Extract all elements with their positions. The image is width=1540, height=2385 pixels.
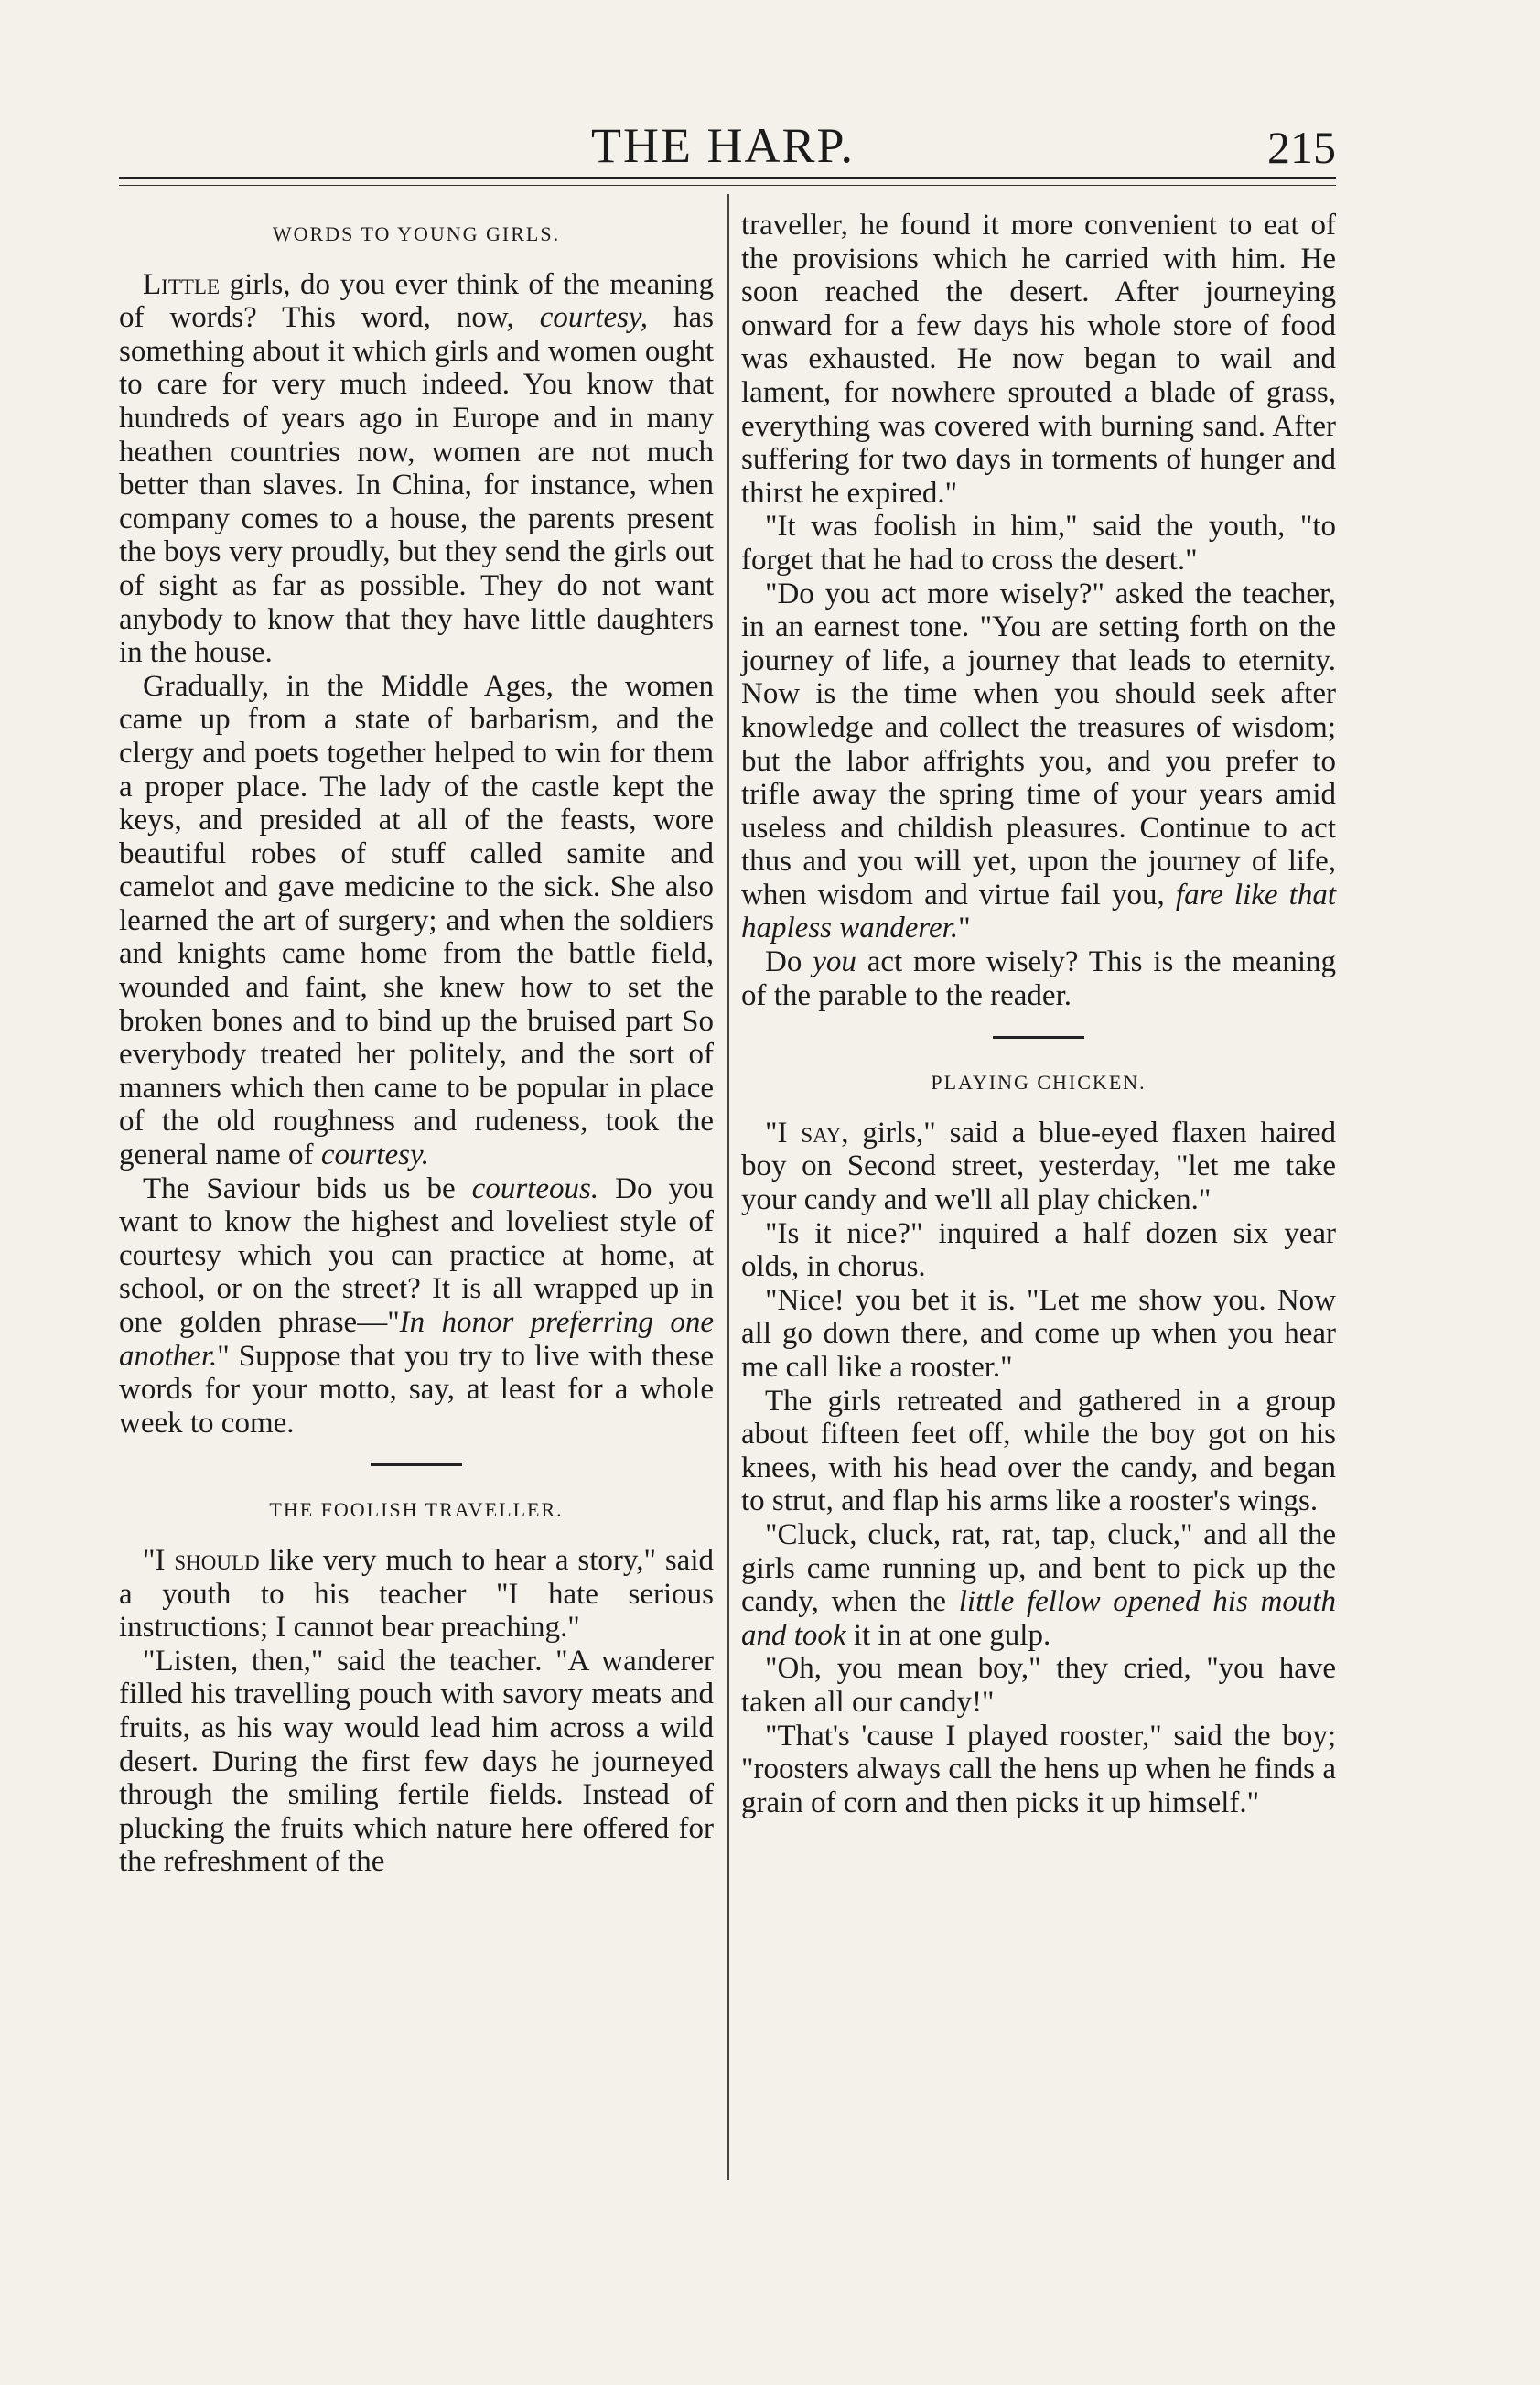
article-title-foolish-traveller: THE FOOLISH TRAVELLER. [269, 1498, 564, 1522]
article-paragraph: "Listen, then," said the teacher. "A wanderer filled his travelling pouch with savory meats and fruits, as his way would lead him across a wild desert. During the first few days he journeyed through the smiling fertile fields. Instead of plucking the fruits which nature here offered for the refreshment of the [119, 1644, 714, 1879]
paragraph-text: Gradually, in the Middle Ages, the women came up from a state of barbarism, and the clergy and poets together helped to win for them a proper place. The lady of the castle kept the keys, and presided at all of the feasts, wore beautiful robes of stuff called samite and camelot and gave medicine to the sick. She also learned the art of surgery; and when the soldiers and knights came home from the battle field, wounded and faint, she knew how to set the broken bones and to bind up the bruised part So everybody treated her politely, and the sort of manners which then came to be popular in place of the old roughness and rudeness, took the general name of [119, 669, 714, 1172]
paragraph-text: "Cluck, cluck, rat, rat, tap, cluck," and all the girls came running up, and bent to pick up the candy, when the [741, 1517, 1336, 1619]
article-paragraph [119, 1544, 714, 1645]
paragraph-text: act more wisely? This is the meaning of the parable to the reader. [741, 945, 1336, 1012]
article-paragraph: The girls retreated and gathered in a group about fifteen feet off, while the boy got on his knees, with his head over the candy, and began to strut, and flap his arms like a rooster's wings. [741, 1384, 1336, 1518]
article-paragraph [119, 268, 714, 670]
paragraph-text: "Do you act more wisely?" asked the teacher, in an earnest tone. "You are setting forth on the journey of life, a journey that leads to eternity. Now is the time when you should seek after knowledge and collect the treasures of wisdom; but the labor affrights you, and you prefer to trifle away the spring time of your years amid useless and childish pleasures. Continue to act thus and you will yet, upon the journey of life, when wisdom and virtue fail you, [741, 577, 1336, 912]
article-paragraph [119, 670, 714, 1172]
article-paragraph [741, 945, 1336, 1012]
paragraph-text: " [958, 912, 971, 945]
article-paragraph [119, 1172, 714, 1441]
section-divider [371, 1463, 462, 1466]
right-column [741, 209, 1336, 1819]
header-rule-thin [119, 185, 1336, 186]
paragraph-text: The Saviour bids us be [143, 1171, 472, 1205]
italic-text: little fellow opened his mouth and took [741, 1585, 1336, 1652]
paragraph-text: , girls," said a blue-eyed flaxen haired boy on Second street, yesterday, "let me take your candy and we'll all play chicken." [741, 1116, 1336, 1217]
paragraph-text: Do [765, 945, 813, 979]
article-paragraph: traveller, he found it more convenient to eat of the provisions which he carried with him. He soon reached the desert. After journeying onward for a few days his whole store of food was exhausted. He now began to wail and lament, for nowhere sprouted a blade of grass, everything was covered with burning sand. After suffering for two days in torments of hunger and thirst he expired." [741, 209, 1336, 510]
header-rule-thick [119, 177, 1336, 179]
drop-lead-word: Little [143, 267, 221, 301]
article-paragraph: "Oh, you mean boy," they cried, "you have taken all our candy!" [741, 1652, 1336, 1719]
article-paragraph [741, 1117, 1336, 1217]
drop-lead-word: say [801, 1116, 842, 1149]
italic-text: fare like that hapless wanderer. [741, 878, 1336, 945]
italic-text: In honor preferring one another. [119, 1306, 714, 1373]
article-title-words-to-young-girls: WORDS TO YOUNG GIRLS. [272, 222, 561, 245]
paragraph-text: girls, do you ever think of the meaning of words? This word, now, [119, 267, 714, 335]
page-number: 215 [1267, 122, 1336, 173]
paragraph-text: it in at one gulp. [845, 1618, 1051, 1652]
article-title-playing-chicken: PLAYING CHICKEN. [931, 1071, 1147, 1095]
article-paragraph [741, 1518, 1336, 1652]
article-paragraph: "Nice! you bet it is. "Let me show you. Now all go down there, and come up when you hear me call like a rooster." [741, 1283, 1336, 1384]
article-paragraph: "Is it nice?" inquired a half dozen six year olds, in chorus. [741, 1216, 1336, 1284]
paragraph-text: "I [143, 1543, 175, 1577]
publication-title: THE HARP. [590, 118, 856, 173]
article-paragraph [741, 577, 1336, 946]
italic-text: courteous. [471, 1171, 599, 1205]
column-divider [727, 194, 729, 2180]
paragraph-text: "I [765, 1116, 802, 1149]
section-divider [993, 1036, 1084, 1039]
italic-text: courtesy. [320, 1139, 430, 1172]
article-paragraph: "It was foolish in him," said the youth, "to forget that he had to cross the desert." [741, 510, 1336, 577]
paragraph-text: has something about it which girls and women ought to care for very much indeed. You know that hundreds of years ago in Europe and in many heathen countries now, women are not much better than slaves. In China, for instance, when company comes to a house, the parents present the boys very proudly, but they send the girls out of sight as far as possible. They do not want anybody to know that they have little daughters in the house. [119, 301, 714, 670]
article-paragraph: "That's 'cause I played rooster," said the boy; "roosters always call the hens up when he finds a grain of corn and then picks it up himself." [741, 1719, 1336, 1819]
italic-text: courtesy, [539, 301, 649, 335]
paragraph-text: " Suppose that you try to live with these words for your motto, say, at least for a whole week to come. [119, 1339, 714, 1440]
italic-text: you [813, 945, 856, 979]
page-header [110, 117, 1336, 172]
paragraph-text: like very much to hear a story," said a youth to his teacher "I hate serious instructions; I cannot bear preaching." [119, 1543, 714, 1645]
paragraph-text: Do you want to know the highest and loveliest style of courtesy which you can practice at home, at school, or on the street? It is all wrapped up in one golden phrase—" [119, 1171, 714, 1339]
left-column [119, 209, 714, 1879]
drop-lead-word: should [174, 1543, 260, 1577]
